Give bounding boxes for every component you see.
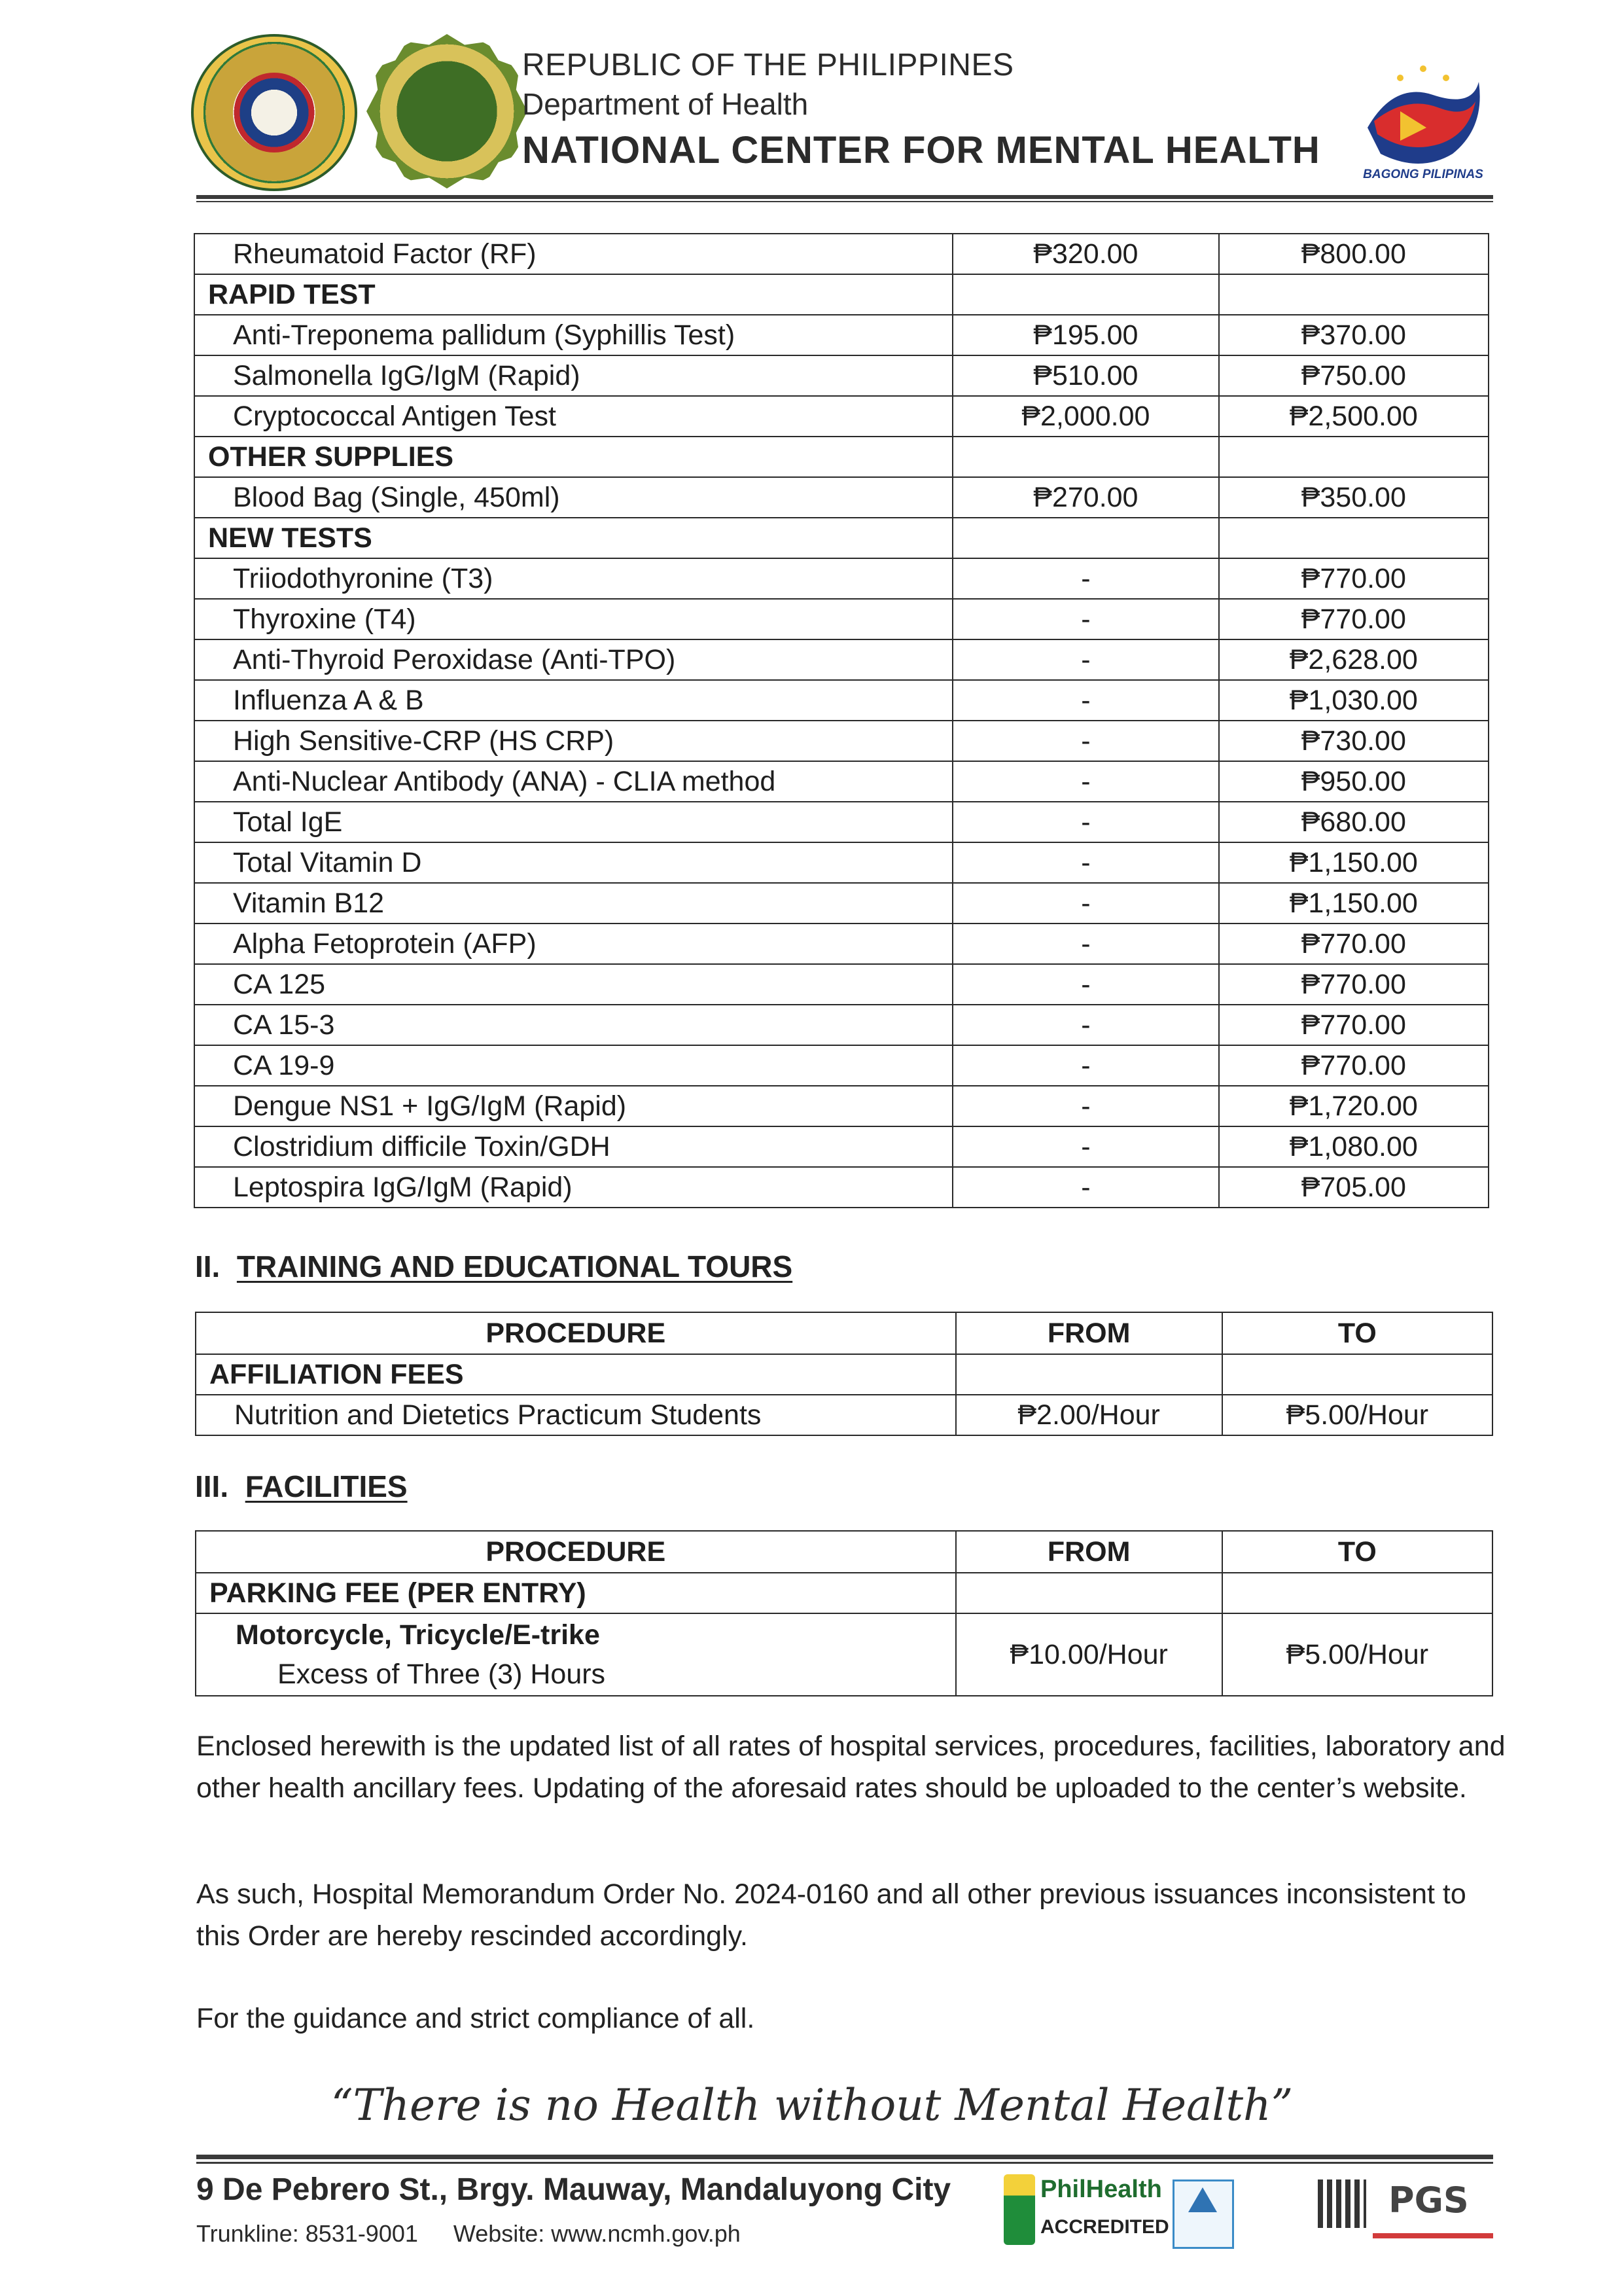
rate-from: - bbox=[953, 1126, 1218, 1167]
table-row bbox=[194, 761, 1489, 802]
tuv-triangle-icon bbox=[1188, 2187, 1217, 2212]
table-row bbox=[194, 1086, 1489, 1126]
table-row bbox=[194, 680, 1489, 721]
table-row bbox=[194, 234, 1489, 274]
rate-from: ₱195.00 bbox=[953, 315, 1218, 355]
table-row bbox=[194, 1005, 1489, 1045]
rate-from bbox=[953, 518, 1218, 558]
table-row bbox=[194, 396, 1489, 437]
table-row bbox=[194, 355, 1489, 396]
header-divider bbox=[196, 195, 1493, 199]
rate-from: ₱10.00/Hour bbox=[956, 1613, 1222, 1696]
rate-to: ₱5.00/Hour bbox=[1222, 1395, 1492, 1435]
footer-contact bbox=[196, 2220, 769, 2248]
rate-from: - bbox=[953, 639, 1218, 680]
bagong-pilipinas-logo bbox=[1354, 56, 1492, 187]
category-affiliation-fees: AFFILIATION FEES bbox=[196, 1354, 956, 1395]
section-title: FACILITIES bbox=[245, 1469, 408, 1503]
category-parking-fee: PARKING FEE (PER ENTRY) bbox=[196, 1573, 956, 1613]
rate-to: ₱705.00 bbox=[1219, 1167, 1489, 1208]
rate-to: ₱350.00 bbox=[1219, 477, 1489, 518]
philhealth-logo-icon bbox=[1004, 2174, 1035, 2245]
procedure-name: Alpha Fetoprotein (AFP) bbox=[194, 924, 953, 964]
procedure-name: Nutrition and Dietetics Practicum Students bbox=[196, 1395, 956, 1435]
header-divider-thin bbox=[196, 201, 1493, 202]
rate-to: ₱770.00 bbox=[1219, 558, 1489, 599]
table-row bbox=[194, 1167, 1489, 1208]
procedure-name: Anti-Thyroid Peroxidase (Anti-TPO) bbox=[194, 639, 953, 680]
col-header-procedure: PROCEDURE bbox=[196, 1312, 956, 1354]
table-row bbox=[194, 883, 1489, 924]
rate-to: ₱770.00 bbox=[1219, 1005, 1489, 1045]
rate-from: - bbox=[953, 1086, 1218, 1126]
rate-to: ₱1,030.00 bbox=[1219, 680, 1489, 721]
procedure-name: Blood Bag (Single, 450ml) bbox=[194, 477, 953, 518]
qr-code-icon bbox=[1318, 2179, 1366, 2228]
rate-from: - bbox=[953, 1167, 1218, 1208]
table-row bbox=[194, 1045, 1489, 1086]
footer-trunkline: Trunkline: 8531-9001 bbox=[196, 2220, 418, 2247]
philhealth-accredited: ACCREDITED bbox=[1040, 2216, 1169, 2238]
procedure-name: Leptospira IgG/IgM (Rapid) bbox=[194, 1167, 953, 1208]
footer-divider-thin bbox=[196, 2162, 1493, 2164]
ncmh-seal-logo bbox=[366, 34, 527, 188]
rate-to: ₱950.00 bbox=[1219, 761, 1489, 802]
footer-website[interactable]: Website: www.ncmh.gov.ph bbox=[453, 2220, 741, 2247]
procedure-name: Salmonella IgG/IgM (Rapid) bbox=[194, 355, 953, 396]
rate-from bbox=[953, 274, 1218, 315]
rate-from: - bbox=[953, 558, 1218, 599]
pgs-logo-bar bbox=[1373, 2233, 1493, 2238]
rate-from: ₱2.00/Hour bbox=[956, 1395, 1222, 1435]
col-header-from: FROM bbox=[956, 1312, 1222, 1354]
rate-from: - bbox=[953, 802, 1218, 842]
procedure-name: Clostridium difficile Toxin/GDH bbox=[194, 1126, 953, 1167]
procedure-name: Motorcycle, Tricycle/E-trike bbox=[236, 1619, 600, 1651]
rate-from: - bbox=[953, 964, 1218, 1005]
section-number: II. bbox=[195, 1249, 221, 1283]
rate-to: ₱730.00 bbox=[1219, 721, 1489, 761]
rate-from: - bbox=[953, 883, 1218, 924]
procedure-name: CA 19-9 bbox=[194, 1045, 953, 1086]
header-republic: REPUBLIC OF THE PHILIPPINES bbox=[522, 48, 1014, 82]
section-title: TRAINING AND EDUCATIONAL TOURS bbox=[236, 1249, 793, 1283]
rate-to: ₱1,150.00 bbox=[1219, 883, 1489, 924]
procedure-name: Anti-Nuclear Antibody (ANA) - CLIA method bbox=[194, 761, 953, 802]
section-facilities-heading bbox=[195, 1469, 408, 1504]
col-header-procedure: PROCEDURE bbox=[196, 1531, 956, 1573]
rate-from: ₱270.00 bbox=[953, 477, 1218, 518]
bagong-pilipinas-text: BAGONG PILIPINAS bbox=[1363, 168, 1483, 181]
rate-from bbox=[953, 437, 1218, 477]
procedure-name: Total IgE bbox=[194, 802, 953, 842]
procedure-name: Vitamin B12 bbox=[194, 883, 953, 924]
footer-divider bbox=[196, 2155, 1493, 2159]
rate-to: ₱370.00 bbox=[1219, 315, 1489, 355]
col-header-to: TO bbox=[1222, 1531, 1492, 1573]
rate-from: ₱320.00 bbox=[953, 234, 1218, 274]
procedure-name: CA 125 bbox=[194, 964, 953, 1005]
rate-to bbox=[1219, 437, 1489, 477]
rate-from: - bbox=[953, 761, 1218, 802]
table-row bbox=[194, 802, 1489, 842]
category-label: NEW TESTS bbox=[194, 518, 953, 558]
table-row bbox=[194, 842, 1489, 883]
paragraph-enclosed: Enclosed herewith is the updated list of all rates of hospital services, procedures, facilities, laboratory and other health ancillary fees. Updating of the aforesaid rates should be uploaded to the center’s website. bbox=[196, 1731, 1506, 1804]
footer-address: 9 De Pebrero St., Brgy. Mauway, Mandaluyong City bbox=[196, 2172, 951, 2207]
table-row bbox=[194, 315, 1489, 355]
category-row bbox=[194, 437, 1489, 477]
rate-from: - bbox=[953, 924, 1218, 964]
rate-to: ₱770.00 bbox=[1219, 599, 1489, 639]
rate-to: ₱5.00/Hour bbox=[1222, 1613, 1492, 1696]
rate-to: ₱750.00 bbox=[1219, 355, 1489, 396]
training-rates-table bbox=[195, 1312, 1493, 1436]
table-row bbox=[194, 964, 1489, 1005]
rate-to: ₱770.00 bbox=[1219, 964, 1489, 1005]
rate-from: - bbox=[953, 721, 1218, 761]
rate-to: ₱1,080.00 bbox=[1219, 1126, 1489, 1167]
procedure-name: Dengue NS1 + IgG/IgM (Rapid) bbox=[194, 1086, 953, 1126]
table-row bbox=[194, 477, 1489, 518]
procedure-name: Total Vitamin D bbox=[194, 842, 953, 883]
rate-from: ₱2,000.00 bbox=[953, 396, 1218, 437]
rate-from: - bbox=[953, 1045, 1218, 1086]
table-row bbox=[194, 558, 1489, 599]
category-label: OTHER SUPPLIES bbox=[194, 437, 953, 477]
rate-to bbox=[1219, 518, 1489, 558]
table-row bbox=[194, 1126, 1489, 1167]
rate-from: - bbox=[953, 842, 1218, 883]
header-center-name: NATIONAL CENTER FOR MENTAL HEALTH bbox=[522, 129, 1320, 171]
pgs-logo: PGS bbox=[1388, 2179, 1469, 2221]
procedure-name: Influenza A & B bbox=[194, 680, 953, 721]
category-row bbox=[194, 518, 1489, 558]
procedure-name: Thyroxine (T4) bbox=[194, 599, 953, 639]
rate-to: ₱1,150.00 bbox=[1219, 842, 1489, 883]
table-row bbox=[194, 599, 1489, 639]
procedure-name: Triiodothyronine (T3) bbox=[194, 558, 953, 599]
rate-to: ₱680.00 bbox=[1219, 802, 1489, 842]
table-row bbox=[194, 721, 1489, 761]
rate-to: ₱1,720.00 bbox=[1219, 1086, 1489, 1126]
facilities-rates-table bbox=[195, 1530, 1493, 1696]
procedure-subtext: Excess of Three (3) Hours bbox=[277, 1659, 606, 1690]
section-training-heading bbox=[195, 1249, 792, 1284]
table-row bbox=[196, 1395, 1492, 1435]
procedure-name: Rheumatoid Factor (RF) bbox=[194, 234, 953, 274]
rate-to: ₱2,628.00 bbox=[1219, 639, 1489, 680]
table-row bbox=[196, 1613, 1492, 1696]
rate-from: - bbox=[953, 680, 1218, 721]
table-row bbox=[194, 924, 1489, 964]
category-label: RAPID TEST bbox=[194, 274, 953, 315]
category-row bbox=[194, 274, 1489, 315]
rate-from: ₱510.00 bbox=[953, 355, 1218, 396]
table-row bbox=[194, 639, 1489, 680]
rate-to: ₱770.00 bbox=[1219, 924, 1489, 964]
procedure-name: Cryptococcal Antigen Test bbox=[194, 396, 953, 437]
header-department: Department of Health bbox=[522, 87, 809, 121]
rate-from: - bbox=[953, 1005, 1218, 1045]
procedure-name: CA 15-3 bbox=[194, 1005, 953, 1045]
rate-to: ₱770.00 bbox=[1219, 1045, 1489, 1086]
laboratory-rates-table bbox=[194, 233, 1489, 1208]
footer-tagline: “There is no Health without Mental Health” bbox=[330, 2080, 1294, 2130]
paragraph-rescinded: As such, Hospital Memorandum Order No. 2024-0160 and all other previous issuances inconsistent to this Order are hereby rescinded accordingly. bbox=[196, 1878, 1466, 1952]
rate-to: ₱2,500.00 bbox=[1219, 396, 1489, 437]
procedure-name: Anti-Treponema pallidum (Syphillis Test) bbox=[194, 315, 953, 355]
doh-seal-logo bbox=[191, 34, 357, 191]
col-header-to: TO bbox=[1222, 1312, 1492, 1354]
rate-to bbox=[1219, 274, 1489, 315]
rate-from: - bbox=[953, 599, 1218, 639]
section-number: III. bbox=[195, 1469, 229, 1503]
col-header-from: FROM bbox=[956, 1531, 1222, 1573]
philhealth-name: PhilHealth bbox=[1040, 2176, 1162, 2203]
procedure-name: High Sensitive-CRP (HS CRP) bbox=[194, 721, 953, 761]
paragraph-compliance: For the guidance and strict compliance of all. bbox=[196, 2003, 755, 2034]
rate-to: ₱800.00 bbox=[1219, 234, 1489, 274]
